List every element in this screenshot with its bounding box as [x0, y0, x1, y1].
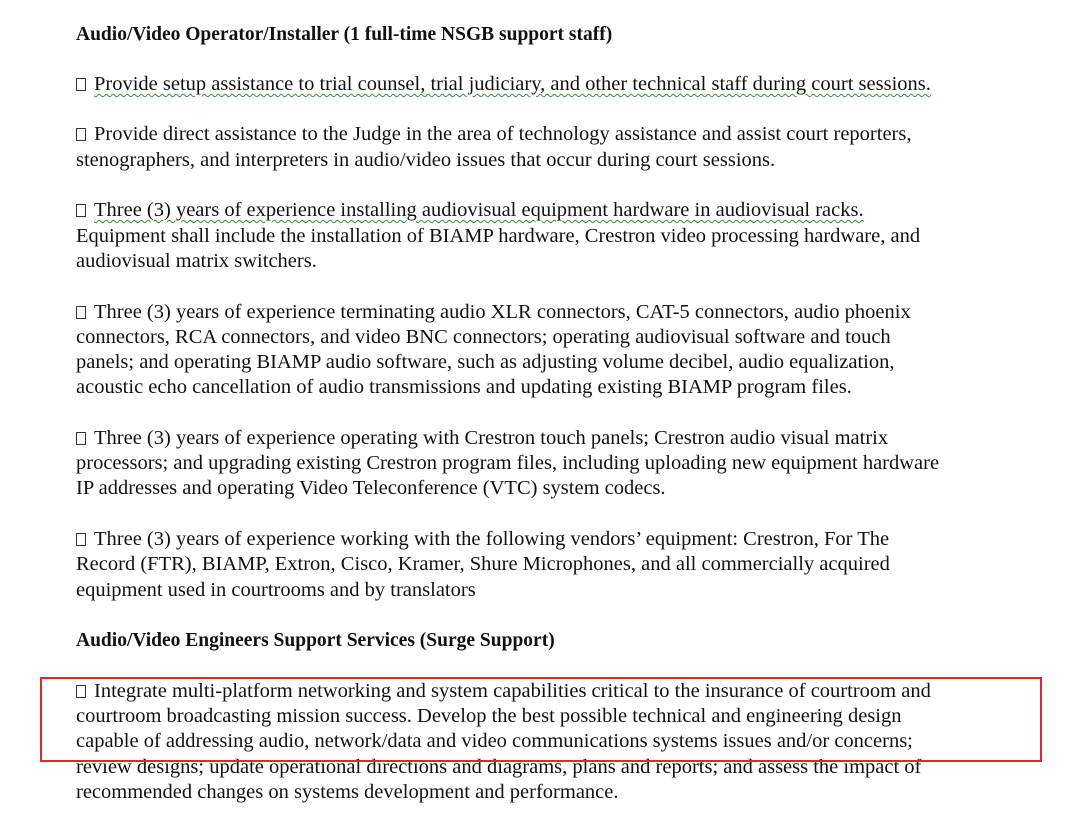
bullet-judge-assistance: [76, 122, 911, 147]
bullet-crestron-experience: [76, 426, 888, 451]
bullet-line-continuation: courtroom broadcasting mission success. Develop the best possible technical and engineering design: [76, 705, 902, 727]
bullet-line: Provide setup assistance to trial counsel, trial judiciary, and other technical staff during court sessions.: [94, 73, 931, 95]
bullet-box-icon: [76, 128, 86, 141]
bullet-line: Integrate multi-platform networking and system capabilities critical to the insurance of courtroom and: [94, 680, 931, 702]
bullet-line-continuation: Record (FTR), BIAMP, Extron, Cisco, Kramer, Shure Microphones, and all commercially acquired: [76, 553, 890, 575]
bullet-line-continuation: equipment used in courtrooms and by translators: [76, 579, 476, 601]
bullet-line-continuation: panels; and operating BIAMP audio software, such as adjusting volume decibel, audio equalization,: [76, 351, 895, 373]
section-heading-operator-installer: Audio/Video Operator/Installer (1 full-time NSGB support staff): [76, 24, 613, 45]
bullet-line-continuation: Equipment shall include the installation of BIAMP hardware, Crestron video processing hardware, and: [76, 225, 921, 247]
bullet-box-icon: [76, 204, 86, 217]
bullet-line-continuation: recommended changes on systems development and performance.: [76, 781, 619, 803]
bullet-line: Provide direct assistance to the Judge in the area of technology assistance and assist court reporters,: [94, 123, 912, 145]
bullet-line-continuation: processors; and upgrading existing Crestron program files, including uploading new equipment hardware: [76, 452, 940, 474]
bullet-line: Three (3) years of experience installing audiovisual equipment hardware in audiovisual racks.: [94, 199, 864, 221]
bullet-line-continuation: review designs; update operational directions and diagrams, plans and reports; and assess the impact of: [76, 756, 922, 778]
section-heading-engineers-support: Audio/Video Engineers Support Services (Surge Support): [76, 630, 555, 651]
bullet-box-icon: [76, 685, 86, 698]
bullet-box-icon: [76, 533, 86, 546]
bullet-line-continuation: audiovisual matrix switchers.: [76, 250, 317, 272]
bullet-vendors-experience: [76, 527, 889, 552]
bullet-line-continuation: capable of addressing audio, network/data and video communications systems issues and/or concerns;: [76, 730, 913, 752]
bullet-line-continuation: connectors, RCA connectors, and video BNC connectors; operating audiovisual software and touch: [76, 326, 891, 348]
bullet-installing-experience: [76, 198, 864, 223]
bullet-box-icon: [76, 78, 86, 91]
bullet-line-continuation: acoustic echo cancellation of audio transmissions and updating existing BIAMP program files.: [76, 376, 852, 398]
bullet-line: Three (3) years of experience working with the following vendors’ equipment: Crestron, For The: [94, 528, 890, 550]
bullet-line: Three (3) years of experience operating with Crestron touch panels; Crestron audio visual matrix: [94, 427, 889, 449]
bullet-box-icon: [76, 432, 86, 445]
bullet-box-icon: [76, 306, 86, 319]
bullet-line-continuation: stenographers, and interpreters in audio/video issues that occur during court sessions.: [76, 149, 776, 171]
bullet-line-continuation: IP addresses and operating Video Teleconference (VTC) system codecs.: [76, 477, 666, 499]
bullet-setup-assistance: [76, 72, 931, 97]
bullet-integrate-networking: [76, 679, 931, 704]
bullet-terminating-experience: [76, 300, 911, 325]
bullet-line: Three (3) years of experience terminating audio XLR connectors, CAT-5 connectors, audio phoenix: [94, 301, 911, 323]
